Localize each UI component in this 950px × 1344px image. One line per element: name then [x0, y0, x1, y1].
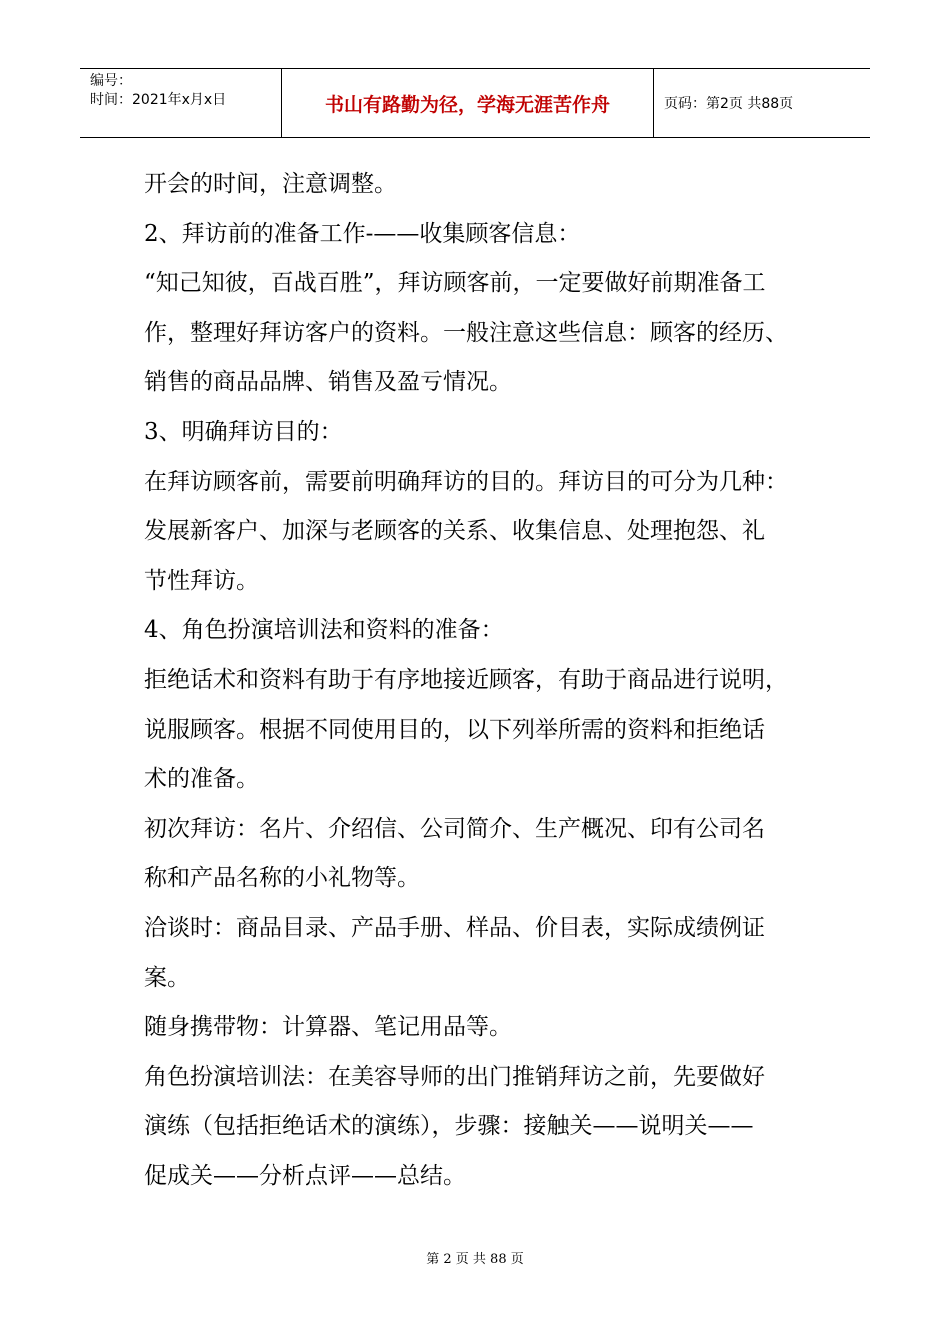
body-line: 角色扮演培训法：在美容导师的出门推销拜访之前，先要做好 [144, 1063, 765, 1090]
body-line: 发展新客户、加深与老顾客的关系、收集信息、处理抱怨、礼 [144, 518, 765, 545]
document-body [144, 160, 834, 1201]
body-line: 节性拜访。 [144, 567, 259, 594]
section-heading: 4、角色扮演培训法和资料的准备： [144, 617, 504, 644]
body-line: “知己知彼，百战百胜”，拜访顾客前，一定要做好前期准备工 [144, 270, 766, 297]
footer-page-number: 第 2 页 共 88 页 [426, 1252, 524, 1267]
page-footer [0, 1248, 950, 1267]
section-heading: 2、拜访前的准备工作-——收集顾客信息： [144, 220, 581, 247]
body-line: 销售的商品品牌、销售及盈亏情况。 [144, 369, 512, 396]
header-page-cell [654, 69, 870, 137]
body-line: 开会的时间，注意调整。 [144, 171, 397, 197]
document-number-label: 编号： [90, 73, 132, 89]
body-line: 案。 [144, 964, 190, 991]
section-heading: 3、明确拜访目的： [144, 418, 343, 445]
header-meta-cell [80, 69, 282, 137]
body-line: 在拜访顾客前，需要前明确拜访的目的。拜访目的可分为几种： [144, 468, 788, 495]
body-line: 称和产品名称的小礼物等。 [144, 865, 420, 892]
header-page-info: 页码：第2页 共88页 [664, 96, 794, 112]
body-line: 术的准备。 [144, 766, 259, 793]
body-line: 随身携带物：计算器、笔记用品等。 [144, 1014, 512, 1041]
body-line: 初次拜访：名片、介绍信、公司简介、生产概况、印有公司名 [144, 815, 765, 842]
body-line: 演练（包括拒绝话术的演练），步骤：接触关——说明关—— [144, 1113, 754, 1140]
header-motto-cell [282, 69, 654, 137]
body-line: 说服顾客。根据不同使用目的，以下列举所需的资料和拒绝话 [144, 716, 765, 743]
body-line: 作，整理好拜访客户的资料。一般注意这些信息：顾客的经历、 [144, 319, 788, 346]
page-header [80, 68, 870, 138]
body-line: 洽谈时：商品目录、产品手册、样品、价目表，实际成绩例证 [144, 914, 765, 941]
header-motto: 书山有路勤为径，学海无涯苦作舟 [324, 93, 610, 116]
document-date: 时间：2021年x月x日 [90, 92, 227, 108]
body-line: 拒绝话术和资料有助于有序地接近顾客，有助于商品进行说明， [144, 666, 788, 693]
body-line: 促成关——分析点评——总结。 [144, 1162, 466, 1189]
